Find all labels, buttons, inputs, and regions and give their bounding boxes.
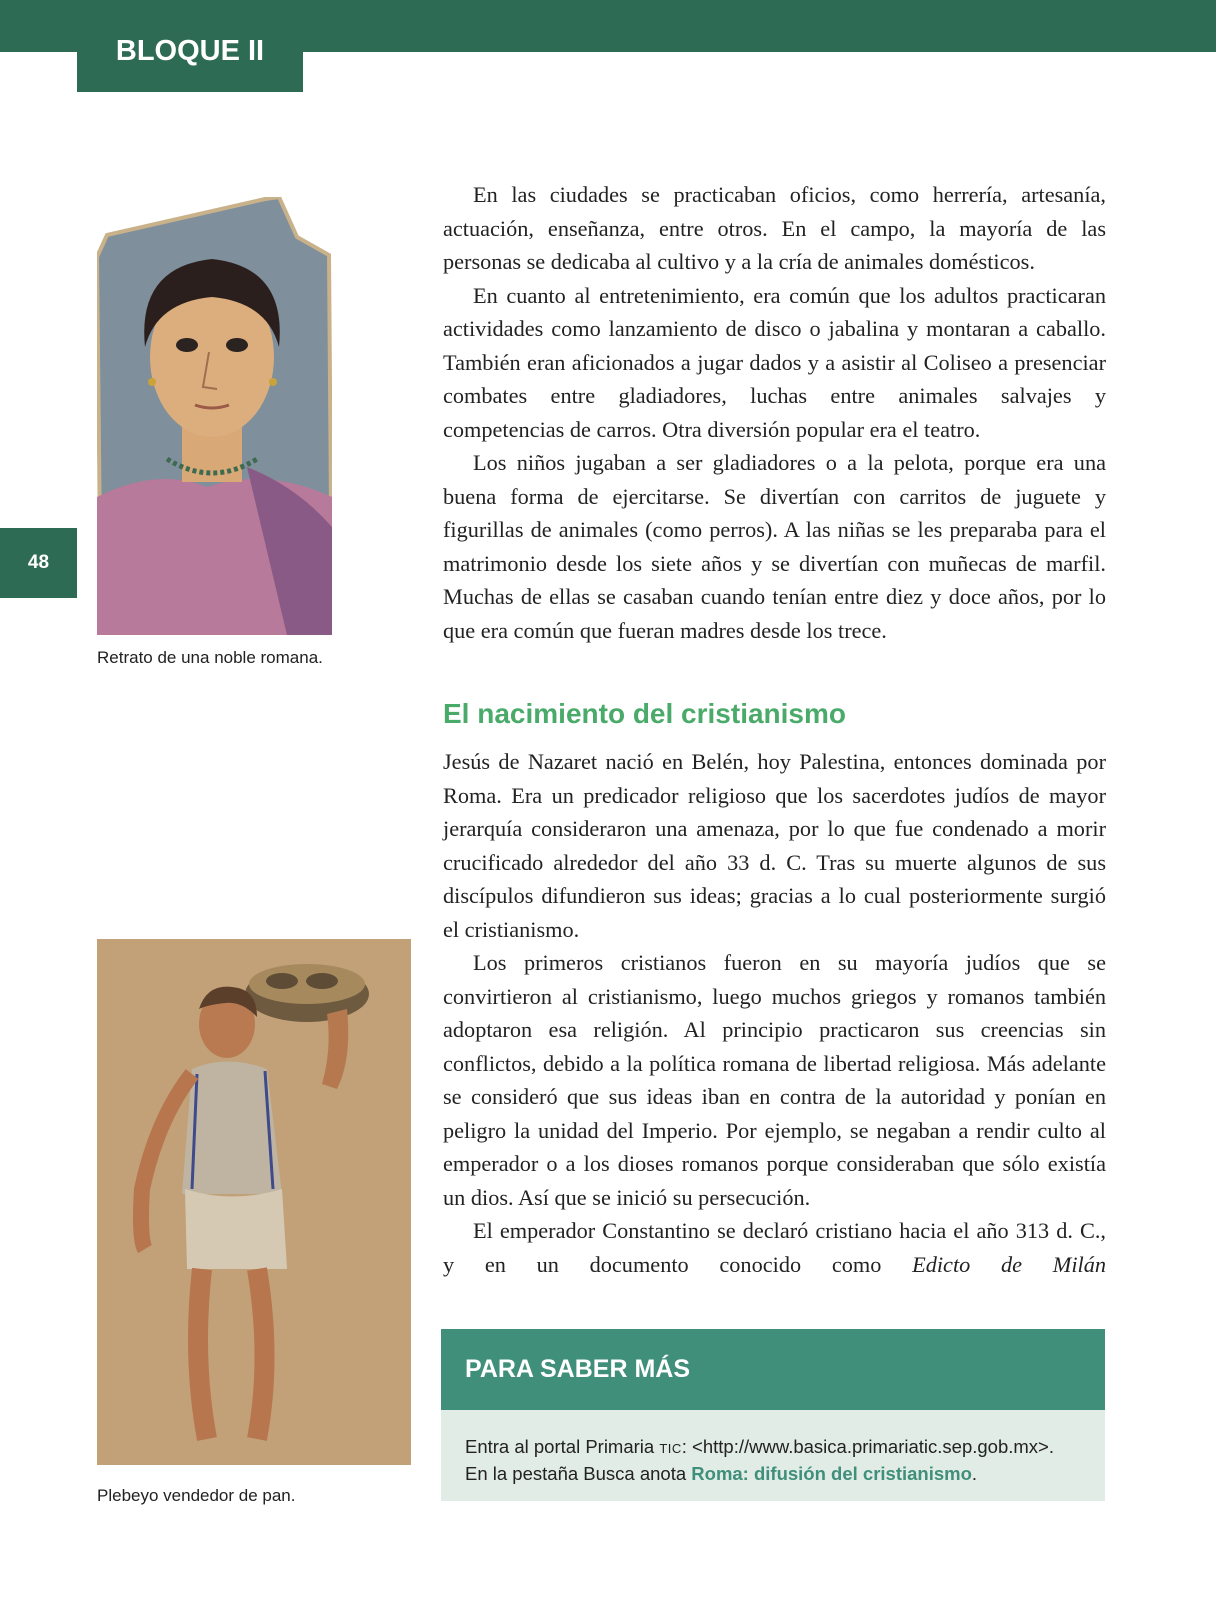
mosaic-image [97, 939, 411, 1465]
info-box-link[interactable]: Roma: difusión del cristianismo [691, 1463, 972, 1484]
paragraph-jesus: Jesús de Nazaret nació en Belén, hoy Palestina, entonces dominada por Roma. Era un predicador religioso que los sacerdotes judíos de mayor jerarquía consideraron una amenaza, por lo que fue condenado a morir crucificado alrededor del año 33 d. C. Tras su muerte algunos de sus discípulos difundieron sus ideas; gracias a lo cual posteriormente surgió el cristianismo. [443, 749, 1106, 942]
portrait-caption: Retrato de una noble romana. [97, 648, 323, 667]
paragraph-primeros-cristianos: Los primeros cristianos fueron en su mayoría judíos que se convirtieron al cristianismo, luego muchos griegos y romanos también adoptaron esa religión. Al principio practicaron sus creencias sin conflictos, debido a la política romana de libertad religiosa. Más adelante se consideró que sus ideas iban en contra de la autoridad y ponían en peligro la unidad del Imperio. Por ejemplo, se negaban a rendir culto al emperador o a los dioses romanos porque consideraban que sólo existía un dios. Así que se inició su persecución. [443, 950, 1106, 1210]
mosaic-caption: Plebeyo vendedor de pan. [97, 1486, 296, 1505]
info-box-text-1: Entra al portal Primaria [465, 1436, 660, 1457]
tic-label: TIC [659, 1441, 682, 1456]
info-box-text-3: . [971, 1463, 978, 1484]
paragraph-oficios: En las ciudades se practicaban oficios, como herrería, artesanía, actuación, enseñanza, entre otros. En el campo, la mayoría de las personas se dedicaba al cultivo y a la cría de animales domésticos. [443, 182, 1106, 274]
info-box-title: PARA SABER MÁS [441, 1329, 1105, 1410]
edicto-title: Edicto de Milán [912, 1251, 1106, 1277]
section-heading: El nacimiento del cristianismo [443, 698, 847, 729]
constantino-text: El emperador Constantino se declaró cristiano hacia el año 313 d. C., y en un documento conocido como [443, 1218, 1106, 1277]
info-box-body [441, 1410, 1105, 1501]
paragraph-entretenimiento: En cuanto al entretenimiento, era común que los adultos practicaran actividades como lanzamiento de disco o jabalina y montaran a caballo. También eran aficionados a jugar dados y a asistir al Coliseo a presenciar combates entre gladiadores, luchas entre animales salvajes y competencias de carros. Otra diversión popular era el teatro. [443, 282, 1106, 442]
paragraph-ninos: Los niños jugaban a ser gladiadores o a la pelota, porque era una buena forma de ejercitarse. Se divertían con carritos de juguete y figurillas de animales (como perros). A las niñas se les preparaba para el matrimonio desde los siete años y se divertían con muñecas de marfil. Muchas de ellas se casaban cuando tenían entre diez y doce años, por lo que era común que fueran madres desde los trece. [443, 450, 1106, 643]
body-text-section-2 [443, 745, 1106, 1281]
info-box-text-2: : <http://www.basica.primariatic.sep.gob.mx>. En la pestaña Busca anota [465, 1436, 1054, 1484]
page-number: 48 [0, 528, 77, 598]
body-text-section-1 [443, 178, 1106, 647]
paragraph-constantino [443, 1214, 1106, 1281]
bloque-label: BLOQUE II [77, 0, 303, 92]
portrait-image [97, 197, 332, 635]
